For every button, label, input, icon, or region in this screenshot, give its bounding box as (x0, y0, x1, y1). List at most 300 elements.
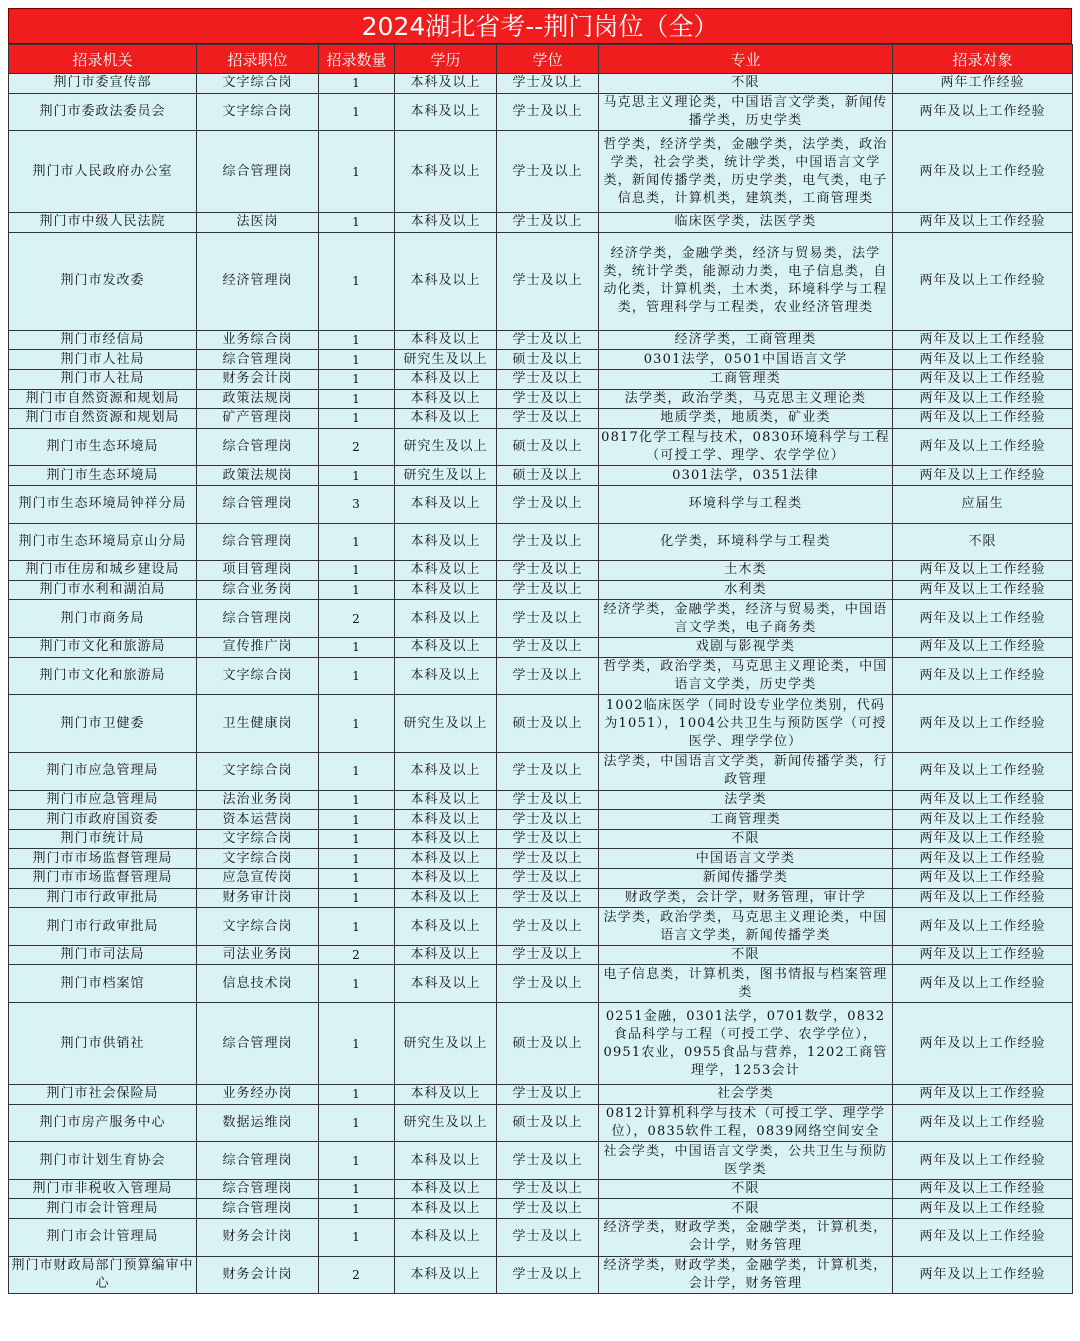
cell-count (319, 561, 395, 581)
cell-count (319, 523, 395, 561)
cell-major (599, 350, 893, 370)
cell-major-text: 0251金融，0301法学，0701数学，0832食品科学与工程（可授工学、农学学位），0951农业，0955食品与营养，1202工商管理学，1253会计 (603, 1008, 888, 1078)
cell-major-text: 土木类 (724, 562, 767, 578)
cell-count (319, 1085, 395, 1105)
cell-degree (497, 753, 599, 791)
cell-major (599, 1219, 893, 1257)
cell-count (319, 869, 395, 889)
cell-degree-text: 学士及以上 (512, 1152, 583, 1168)
cell-major-text: 经济学类，金融学类，经济与贸易类，中国语言文学类，电子商务类 (603, 601, 888, 635)
cell-count (319, 389, 395, 409)
cell-target-text: 两年及以上工作经验 (919, 371, 1046, 387)
cell-count-text: 1 (352, 352, 361, 367)
cell-position-text: 资本运营岗 (222, 811, 293, 827)
cell-position-text: 财务会计岗 (222, 371, 293, 387)
cell-degree (497, 389, 599, 409)
cell-degree-text: 学士及以上 (512, 1229, 583, 1245)
cell-target (893, 1256, 1073, 1294)
cell-org-text: 荆门市财政局部门预算编审中心 (11, 1257, 194, 1291)
cell-count-text: 1 (352, 333, 361, 348)
cell-degree-text: 学士及以上 (512, 163, 583, 179)
table-row (9, 1179, 1073, 1199)
cell-target (893, 232, 1073, 330)
cell-position-text: 文字综合岗 (222, 918, 293, 934)
cell-degree (497, 695, 599, 753)
cell-position (197, 637, 319, 657)
cell-org-text: 荆门市供销社 (60, 1035, 145, 1051)
cell-degree (497, 485, 599, 523)
cell-degree (497, 1199, 599, 1219)
cell-position (197, 657, 319, 695)
cell-degree (497, 1219, 599, 1257)
table-row (9, 810, 1073, 830)
cell-degree-text: 学士及以上 (512, 947, 583, 963)
cell-education (395, 369, 497, 389)
cell-major (599, 753, 893, 791)
cell-count (319, 1256, 395, 1294)
cell-target (893, 790, 1073, 810)
cell-education-text: 本科及以上 (410, 410, 481, 426)
cell-position-text: 文字综合岗 (222, 75, 293, 91)
cell-degree (497, 1142, 599, 1180)
cell-position (197, 600, 319, 638)
cell-position-text: 法治业务岗 (222, 791, 293, 807)
table-row (9, 888, 1073, 908)
cell-major-text: 0812计算机科学与技术（可授工学、理学学位），0835软件工程，0839网络空间安全 (605, 1105, 886, 1139)
cell-count-text: 1 (352, 1201, 361, 1216)
cell-major (599, 695, 893, 753)
cell-count (319, 637, 395, 657)
cell-education-text: 本科及以上 (410, 811, 481, 827)
cell-position-text: 文字综合岗 (222, 763, 293, 779)
cell-degree-text: 学士及以上 (512, 918, 583, 934)
cell-education-text: 研究生及以上 (403, 467, 488, 483)
cell-major (599, 485, 893, 523)
cell-count (319, 93, 395, 131)
cell-count-text: 1 (352, 76, 361, 91)
cell-degree (497, 213, 599, 233)
cell-count (319, 428, 395, 466)
cell-org-text: 荆门市会计管理局 (46, 1229, 159, 1245)
cell-org (9, 369, 197, 389)
cell-org (9, 908, 197, 946)
cell-target (893, 561, 1073, 581)
cell-target (893, 580, 1073, 600)
cell-count (319, 829, 395, 849)
cell-education-text: 研究生及以上 (403, 1114, 488, 1130)
cell-count-text: 2 (352, 440, 361, 455)
cell-count (319, 409, 395, 429)
cell-org (9, 93, 197, 131)
cell-org-text: 荆门市计划生育协会 (39, 1152, 166, 1168)
cell-position (197, 1003, 319, 1085)
cell-education-text: 本科及以上 (410, 562, 481, 578)
table-body (9, 74, 1073, 1294)
recruitment-sheet (8, 8, 1072, 1294)
cell-position-text: 文字综合岗 (222, 103, 293, 119)
cell-education-text: 研究生及以上 (403, 351, 488, 367)
cell-org-text: 荆门市统计局 (60, 831, 145, 847)
cell-position (197, 888, 319, 908)
cell-degree (497, 829, 599, 849)
cell-position-text: 综合管理岗 (222, 351, 293, 367)
cell-position-text: 政策法规岗 (222, 390, 293, 406)
cell-major (599, 93, 893, 131)
cell-org (9, 1142, 197, 1180)
cell-major (599, 1256, 893, 1294)
cell-position (197, 232, 319, 330)
cell-education (395, 908, 497, 946)
cell-target (893, 908, 1073, 946)
cell-target (893, 1085, 1073, 1105)
cell-count-text: 1 (352, 1153, 361, 1168)
cell-education-text: 研究生及以上 (403, 715, 488, 731)
cell-position-text: 宣传推广岗 (222, 639, 293, 655)
cell-org (9, 428, 197, 466)
cell-major-text: 经济学类，金融学类，经济与贸易类，法学类，统计学类，能源动力类，电子信息类，自动化类，计算机类，土木类，环境科学与工程类，管理科学与工程类，农业经济管理类 (603, 246, 888, 316)
cell-position (197, 1199, 319, 1219)
table-row (9, 428, 1073, 466)
cell-education (395, 869, 497, 889)
cell-degree (497, 1003, 599, 1085)
cell-count-text: 1 (352, 1087, 361, 1102)
cell-count (319, 657, 395, 695)
cell-education-text: 本科及以上 (410, 582, 481, 598)
cell-education (395, 1256, 497, 1294)
cell-count-text: 1 (352, 411, 361, 426)
cell-position-text: 经济管理岗 (222, 273, 293, 289)
cell-degree-text: 学士及以上 (512, 410, 583, 426)
cell-position (197, 965, 319, 1003)
cell-education (395, 93, 497, 131)
cell-target-text: 应届生 (961, 496, 1004, 512)
cell-org (9, 131, 197, 213)
cell-major (599, 369, 893, 389)
cell-position-text: 综合管理岗 (222, 439, 293, 455)
cell-degree (497, 1085, 599, 1105)
cell-org (9, 657, 197, 695)
cell-education-text: 本科及以上 (410, 273, 481, 289)
cell-org-text: 荆门市司法局 (60, 947, 145, 963)
cell-count (319, 945, 395, 965)
table-row (9, 485, 1073, 523)
cell-org (9, 389, 197, 409)
cell-count (319, 908, 395, 946)
cell-education (395, 466, 497, 486)
cell-degree-text: 学士及以上 (512, 273, 583, 289)
cell-education-text: 本科及以上 (410, 1181, 481, 1197)
cell-org (9, 1085, 197, 1105)
cell-degree (497, 965, 599, 1003)
cell-degree-text: 学士及以上 (512, 390, 583, 406)
cell-major (599, 466, 893, 486)
cell-education (395, 1199, 497, 1219)
cell-position (197, 330, 319, 350)
cell-position (197, 695, 319, 753)
cell-target (893, 1142, 1073, 1180)
header-education: 学历 (395, 45, 497, 74)
cell-education-text: 本科及以上 (410, 75, 481, 91)
table-row (9, 213, 1073, 233)
table-row (9, 1003, 1073, 1085)
cell-org (9, 561, 197, 581)
cell-position (197, 869, 319, 889)
cell-org (9, 600, 197, 638)
cell-education (395, 330, 497, 350)
cell-target-text: 两年及以上工作经验 (919, 947, 1046, 963)
cell-education (395, 485, 497, 523)
cell-degree-text: 学士及以上 (512, 371, 583, 387)
cell-org-text: 荆门市社会保险局 (46, 1086, 159, 1102)
cell-education (395, 790, 497, 810)
cell-org (9, 1003, 197, 1085)
cell-degree-text: 学士及以上 (512, 496, 583, 512)
cell-target (893, 869, 1073, 889)
cell-education (395, 1142, 497, 1180)
cell-major-text: 化学类，环境科学与工程类 (660, 533, 831, 549)
cell-count-text: 1 (352, 851, 361, 866)
cell-degree (497, 888, 599, 908)
cell-count-text: 1 (352, 104, 361, 119)
cell-major (599, 869, 893, 889)
cell-position (197, 369, 319, 389)
cell-degree (497, 369, 599, 389)
cell-education (395, 657, 497, 695)
cell-count-text: 1 (352, 534, 361, 549)
cell-degree (497, 849, 599, 869)
cell-degree-text: 硕士及以上 (512, 351, 583, 367)
cell-position-text: 应急宣传岗 (222, 870, 293, 886)
cell-org (9, 829, 197, 849)
cell-org (9, 1104, 197, 1142)
table-row (9, 695, 1073, 753)
cell-count-text: 1 (352, 640, 361, 655)
table-row (9, 945, 1073, 965)
cell-org-text: 荆门市应急管理局 (46, 791, 159, 807)
cell-count (319, 600, 395, 638)
cell-degree (497, 945, 599, 965)
cell-major-text: 工商管理类 (709, 811, 781, 827)
cell-education-text: 本科及以上 (410, 103, 481, 119)
cell-education (395, 965, 497, 1003)
cell-target-text: 两年及以上工作经验 (919, 850, 1046, 866)
cell-target (893, 1199, 1073, 1219)
cell-count-text: 1 (352, 583, 361, 598)
cell-target-text: 两年及以上工作经验 (919, 273, 1046, 289)
cell-count-text: 1 (352, 372, 361, 387)
cell-position-text: 文字综合岗 (222, 667, 293, 683)
cell-major (599, 829, 893, 849)
cell-target (893, 409, 1073, 429)
cell-count-text: 2 (352, 611, 361, 626)
cell-target (893, 637, 1073, 657)
cell-education-text: 研究生及以上 (403, 1035, 488, 1051)
cell-major (599, 580, 893, 600)
table-row (9, 232, 1073, 330)
header-degree: 学位 (497, 45, 599, 74)
cell-major (599, 1199, 893, 1219)
cell-education (395, 1085, 497, 1105)
cell-major-text: 不限 (731, 831, 760, 847)
table-row (9, 1085, 1073, 1105)
table-row (9, 350, 1073, 370)
cell-position (197, 580, 319, 600)
cell-target-text: 两年及以上工作经验 (919, 1086, 1046, 1102)
cell-degree-text: 学士及以上 (512, 850, 583, 866)
table-row (9, 869, 1073, 889)
cell-major (599, 790, 893, 810)
cell-major-text: 马克思主义理论类，中国语言文学类，新闻传播学类，历史学类 (603, 94, 888, 128)
cell-org-text: 荆门市水利和湖泊局 (39, 582, 166, 598)
cell-count-text: 1 (352, 871, 361, 886)
header-position: 招录职位 (197, 45, 319, 74)
cell-degree-text: 硕士及以上 (512, 1035, 583, 1051)
cell-education-text: 本科及以上 (410, 889, 481, 905)
cell-education (395, 74, 497, 94)
cell-position (197, 213, 319, 233)
table-row (9, 965, 1073, 1003)
cell-target-text: 两年及以上工作经验 (919, 410, 1046, 426)
cell-education (395, 232, 497, 330)
cell-major (599, 810, 893, 830)
cell-target-text: 两年及以上工作经验 (919, 390, 1046, 406)
cell-education-text: 本科及以上 (410, 639, 481, 655)
cell-education-text: 本科及以上 (410, 371, 481, 387)
table-row (9, 74, 1073, 94)
cell-degree (497, 93, 599, 131)
cell-major-text: 法学类，政治学类，马克思主义理论类，中国语言文学类，新闻传播学类 (603, 909, 888, 943)
cell-org-text: 荆门市人民政府办公室 (32, 163, 173, 179)
cell-position-text: 法医岗 (236, 214, 279, 230)
cell-major-text: 0301法学，0501中国语言文学 (643, 351, 848, 367)
cell-degree (497, 1104, 599, 1142)
cell-position (197, 908, 319, 946)
cell-org-text: 荆门市非税收入管理局 (32, 1181, 173, 1197)
table-row (9, 637, 1073, 657)
cell-org-text: 荆门市生态环境局钟祥分局 (18, 496, 187, 512)
cell-target (893, 600, 1073, 638)
cell-position-text: 项目管理岗 (222, 562, 293, 578)
cell-major-text: 工商管理类 (709, 371, 781, 387)
cell-target (893, 753, 1073, 791)
cell-target (893, 485, 1073, 523)
cell-position-text: 业务综合岗 (222, 332, 293, 348)
cell-org (9, 409, 197, 429)
cell-target (893, 888, 1073, 908)
cell-target (893, 1003, 1073, 1085)
cell-education-text: 本科及以上 (410, 390, 481, 406)
cell-education-text: 本科及以上 (410, 850, 481, 866)
cell-degree (497, 1256, 599, 1294)
cell-degree (497, 657, 599, 695)
cell-count-text: 1 (352, 1115, 361, 1130)
cell-position-text: 政策法规岗 (222, 467, 293, 483)
cell-major-text: 电子信息类，计算机类，图书情报与档案管理类 (603, 966, 888, 1000)
table-row (9, 600, 1073, 638)
cell-count-text: 1 (352, 919, 361, 934)
cell-degree-text: 学士及以上 (512, 1200, 583, 1216)
cell-major (599, 1085, 893, 1105)
cell-major-text: 0301法学，0351法律 (672, 467, 819, 483)
cell-org (9, 330, 197, 350)
cell-education (395, 1104, 497, 1142)
cell-major-text: 环境科学与工程类 (688, 496, 803, 512)
cell-target (893, 131, 1073, 213)
cell-position (197, 753, 319, 791)
cell-major-text: 戏剧与影视学类 (695, 639, 796, 655)
cell-position (197, 1085, 319, 1105)
table-row (9, 849, 1073, 869)
cell-education (395, 131, 497, 213)
cell-org-text: 荆门市自然资源和规划局 (25, 410, 180, 426)
cell-degree (497, 350, 599, 370)
cell-org (9, 869, 197, 889)
cell-count-text: 1 (352, 1182, 361, 1197)
cell-count-text: 1 (352, 468, 361, 483)
cell-org (9, 485, 197, 523)
cell-major-text: 不限 (731, 75, 760, 91)
cell-major-text: 经济学类，财政学类，金融学类，计算机类，会计学，财务管理 (603, 1257, 888, 1291)
cell-major-text: 社会学类 (717, 1086, 774, 1102)
cell-org (9, 849, 197, 869)
cell-count-text: 1 (352, 164, 361, 179)
cell-count (319, 695, 395, 753)
cell-target (893, 810, 1073, 830)
cell-org-text: 荆门市应急管理局 (46, 763, 159, 779)
cell-target-text: 两年及以上工作经验 (919, 1200, 1046, 1216)
cell-org-text: 荆门市自然资源和规划局 (25, 390, 180, 406)
cell-degree (497, 561, 599, 581)
cell-position-text: 矿产管理岗 (222, 410, 293, 426)
cell-degree (497, 790, 599, 810)
cell-major-text: 不限 (731, 1200, 760, 1216)
cell-count-text: 1 (352, 274, 361, 289)
cell-target-text: 两年及以上工作经验 (919, 332, 1046, 348)
cell-org (9, 790, 197, 810)
table-row (9, 829, 1073, 849)
cell-degree-text: 学士及以上 (512, 214, 583, 230)
cell-education (395, 637, 497, 657)
cell-position-text: 业务经办岗 (222, 1086, 293, 1102)
table-row (9, 580, 1073, 600)
cell-degree-text: 学士及以上 (512, 562, 583, 578)
cell-count (319, 965, 395, 1003)
header-org: 招录机关 (9, 45, 197, 74)
cell-position (197, 790, 319, 810)
cell-degree (497, 637, 599, 657)
cell-education (395, 600, 497, 638)
cell-count (319, 369, 395, 389)
cell-education-text: 本科及以上 (410, 214, 481, 230)
header-count: 招录数量 (319, 45, 395, 74)
cell-target-text: 两年及以上工作经验 (919, 562, 1046, 578)
table-row (9, 93, 1073, 131)
cell-education (395, 350, 497, 370)
cell-degree-text: 学士及以上 (512, 1181, 583, 1197)
cell-count-text: 1 (352, 792, 361, 807)
cell-position-text: 财务审计岗 (222, 889, 293, 905)
cell-position-text: 综合管理岗 (222, 1152, 293, 1168)
cell-target-text: 两年及以上工作经验 (919, 763, 1046, 779)
cell-position (197, 829, 319, 849)
cell-education-text: 本科及以上 (410, 763, 481, 779)
cell-count (319, 466, 395, 486)
cell-education-text: 本科及以上 (410, 1200, 481, 1216)
cell-target (893, 1179, 1073, 1199)
cell-education (395, 428, 497, 466)
cell-major (599, 1142, 893, 1180)
cell-degree-text: 硕士及以上 (512, 715, 583, 731)
